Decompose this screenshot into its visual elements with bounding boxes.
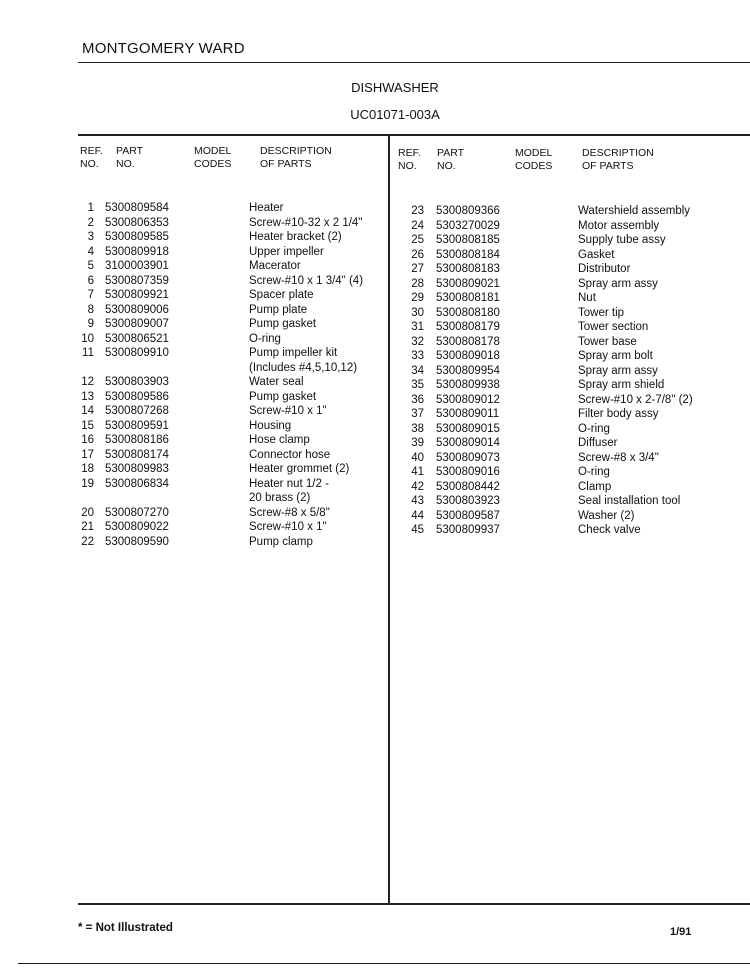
- part-number: 5300808442: [436, 480, 500, 493]
- part-description: Nut: [578, 292, 596, 304]
- part-number: 5300808185: [436, 234, 500, 246]
- part-number: 5300808180: [436, 306, 500, 319]
- part-description: Filter body assy: [578, 408, 659, 420]
- left-header-model: MODEL CODES: [194, 145, 232, 170]
- column-divider: [388, 135, 390, 903]
- part-description: Screw-#8 x 5/8": [249, 506, 330, 519]
- part-description: Seal installation tool: [578, 495, 681, 507]
- right-header-model: MODEL CODES: [515, 147, 553, 172]
- part-number: 5300809015: [436, 422, 500, 435]
- ref-number: 36: [411, 393, 424, 406]
- ref-number: 33: [411, 350, 424, 362]
- ref-number: 26: [411, 248, 424, 261]
- part-description: Pump gasket: [249, 318, 317, 330]
- part-description: Pump impeller kit: [249, 347, 338, 359]
- ref-number: 1: [87, 202, 94, 214]
- ref-number: 27: [411, 263, 424, 275]
- part-number: 5300809921: [105, 289, 169, 301]
- part-description: Washer (2): [578, 509, 635, 522]
- part-description: Heater nut 1/2 -: [249, 477, 329, 490]
- ref-number: 16: [81, 434, 94, 446]
- part-number: 5300809073: [436, 451, 500, 464]
- part-number: 5300808178: [436, 335, 500, 348]
- part-number: 5300808179: [436, 321, 500, 333]
- ref-number: 17: [81, 448, 94, 461]
- part-description: Supply tube assy: [578, 234, 666, 246]
- ref-number: 38: [411, 422, 424, 435]
- left-header-description: DESCRIPTION OF PARTS: [260, 145, 332, 170]
- ref-number: 29: [411, 292, 424, 304]
- part-description: Screw-#10 x 1": [249, 521, 327, 533]
- right-header-ref: REF. NO.: [398, 147, 421, 172]
- part-description: Heater grommet (2): [249, 463, 350, 475]
- part-number: 5300809938: [436, 379, 500, 391]
- part-number: 5300809918: [105, 245, 169, 258]
- part-number: 5300806521: [105, 332, 169, 345]
- ref-number: 44: [411, 509, 424, 522]
- page-end-rule: [18, 963, 750, 964]
- part-description: Screw-#10 x 1": [249, 405, 327, 417]
- ref-number: 43: [411, 495, 424, 507]
- ref-number: 25: [411, 234, 424, 246]
- part-description: Pump gasket: [249, 390, 317, 403]
- ref-number: 5: [87, 260, 94, 272]
- part-description: O-ring: [578, 422, 610, 435]
- part-number: 5300809021: [436, 277, 500, 290]
- part-number: 5300808186: [105, 434, 169, 446]
- ref-number: 11: [82, 347, 94, 359]
- left-header-part: PART NO.: [116, 145, 144, 170]
- part-number: 5300809983: [105, 463, 169, 475]
- part-number: 5303270029: [436, 219, 500, 232]
- part-description: Gasket: [578, 248, 615, 261]
- part-description: Check valve: [578, 524, 641, 536]
- part-number: 5300808181: [436, 292, 500, 304]
- right-header-part: PART NO.: [437, 147, 465, 172]
- part-description: Spray arm bolt: [578, 350, 653, 362]
- part-description: Heater: [249, 202, 284, 214]
- part-description: Screw-#10 x 2-7/8" (2): [578, 393, 693, 406]
- part-description: Spray arm shield: [578, 379, 665, 391]
- part-description: Spray arm assy: [578, 277, 658, 290]
- part-description: Upper impeller: [249, 245, 324, 258]
- part-number: 5300809587: [436, 509, 500, 522]
- part-description: Tower section: [578, 321, 649, 333]
- ref-number: 45: [411, 524, 424, 536]
- part-description: Screw-#10-32 x 2 1/4": [249, 216, 363, 229]
- ref-number: 41: [411, 466, 424, 478]
- ref-number: 34: [411, 364, 424, 377]
- part-description: Spray arm assy: [578, 364, 658, 377]
- part-description: Clamp: [578, 480, 612, 493]
- ref-number: 39: [411, 437, 424, 449]
- part-description: Heater bracket (2): [249, 231, 342, 243]
- right-header-description: DESCRIPTION OF PARTS: [582, 147, 654, 172]
- ref-number: 14: [81, 405, 94, 417]
- part-description: Pump clamp: [249, 535, 313, 548]
- part-number: 5300809584: [105, 202, 169, 214]
- part-number: 5300809937: [436, 524, 500, 536]
- part-description: O-ring: [578, 466, 610, 478]
- ref-number: 9: [87, 318, 94, 330]
- top-rule: [78, 62, 750, 63]
- part-number: 5300806353: [105, 216, 169, 229]
- part-description: Hose clamp: [249, 434, 310, 446]
- part-number: 5300809011: [436, 408, 500, 420]
- ref-number: 35: [411, 379, 424, 391]
- part-number: 5300809591: [105, 419, 169, 432]
- part-description: (Includes #4,5,10,12): [249, 361, 358, 374]
- ref-number: 28: [411, 277, 424, 290]
- part-description: Water seal: [249, 376, 304, 388]
- ref-number: 6: [87, 274, 94, 287]
- part-number: 3100003901: [105, 260, 169, 272]
- ref-number: 12: [81, 376, 94, 388]
- part-number: 5300809016: [436, 466, 500, 478]
- issue-date: 1/91: [670, 926, 692, 938]
- part-description: Macerator: [249, 260, 301, 272]
- part-description: O-ring: [249, 332, 281, 345]
- ref-number: 7: [87, 289, 94, 301]
- ref-number: 21: [81, 521, 94, 533]
- part-description: Screw-#8 x 3/4": [578, 451, 659, 464]
- brand-name: MONTGOMERY WARD: [82, 40, 245, 57]
- not-illustrated-note: * = Not Illustrated: [78, 922, 173, 934]
- part-description: Connector hose: [249, 448, 331, 461]
- ref-number: 8: [87, 303, 94, 316]
- part-number: 5300809586: [105, 390, 169, 403]
- part-description: Housing: [249, 419, 292, 432]
- part-number: 5300809014: [436, 437, 500, 449]
- part-description: Motor assembly: [578, 219, 660, 232]
- part-number: 5300809007: [105, 318, 169, 330]
- ref-number: 15: [81, 419, 94, 432]
- part-number: 5300809910: [105, 347, 169, 359]
- part-description: 20 brass (2): [249, 492, 311, 504]
- part-number: 5300807359: [105, 274, 169, 287]
- part-number: 5300807270: [105, 506, 169, 519]
- ref-number: 2: [87, 216, 94, 229]
- part-description: Diffuser: [578, 437, 618, 449]
- part-number: 5300803923: [436, 495, 500, 507]
- page-title: DISHWASHER: [351, 80, 439, 95]
- part-number: 5300809022: [105, 521, 169, 533]
- part-description: Tower tip: [578, 306, 625, 319]
- ref-number: 22: [81, 535, 94, 548]
- part-number: 5300803903: [105, 376, 169, 388]
- ref-number: 42: [411, 480, 424, 493]
- part-number: 5300809012: [436, 393, 500, 406]
- part-number: 5300808184: [436, 248, 500, 261]
- model-number: UC01071-003A: [350, 107, 440, 122]
- ref-number: 3: [87, 231, 94, 243]
- part-description: Pump plate: [249, 303, 308, 316]
- part-number: 5300808174: [105, 448, 169, 461]
- header-rule: [78, 134, 750, 136]
- part-description: Tower base: [578, 335, 637, 348]
- part-number: 5300809954: [436, 364, 500, 377]
- ref-number: 32: [411, 335, 424, 348]
- ref-number: 40: [411, 451, 424, 464]
- part-description: Distributor: [578, 263, 631, 275]
- ref-number: 10: [81, 332, 94, 345]
- left-header-ref: REF. NO.: [80, 145, 103, 170]
- ref-number: 30: [411, 306, 424, 319]
- part-number: 5300809366: [436, 205, 500, 217]
- ref-number: 24: [411, 219, 424, 232]
- ref-number: 31: [411, 321, 424, 333]
- part-number: 5300809006: [105, 303, 169, 316]
- part-description: Watershield assembly: [578, 205, 691, 217]
- part-number: 5300806834: [105, 477, 169, 490]
- ref-number: 18: [81, 463, 94, 475]
- ref-number: 23: [411, 205, 424, 217]
- part-number: 5300807268: [105, 405, 169, 417]
- part-description: Spacer plate: [249, 289, 314, 301]
- part-number: 5300809585: [105, 231, 169, 243]
- part-number: 5300808183: [436, 263, 500, 275]
- ref-number: 37: [411, 408, 424, 420]
- ref-number: 19: [81, 477, 94, 490]
- ref-number: 13: [81, 390, 94, 403]
- ref-number: 4: [87, 245, 94, 258]
- part-description: Screw-#10 x 1 3/4" (4): [249, 274, 364, 287]
- ref-number: 20: [81, 506, 94, 519]
- part-number: 5300809018: [436, 350, 500, 362]
- bottom-rule: [78, 903, 750, 905]
- part-number: 5300809590: [105, 535, 169, 548]
